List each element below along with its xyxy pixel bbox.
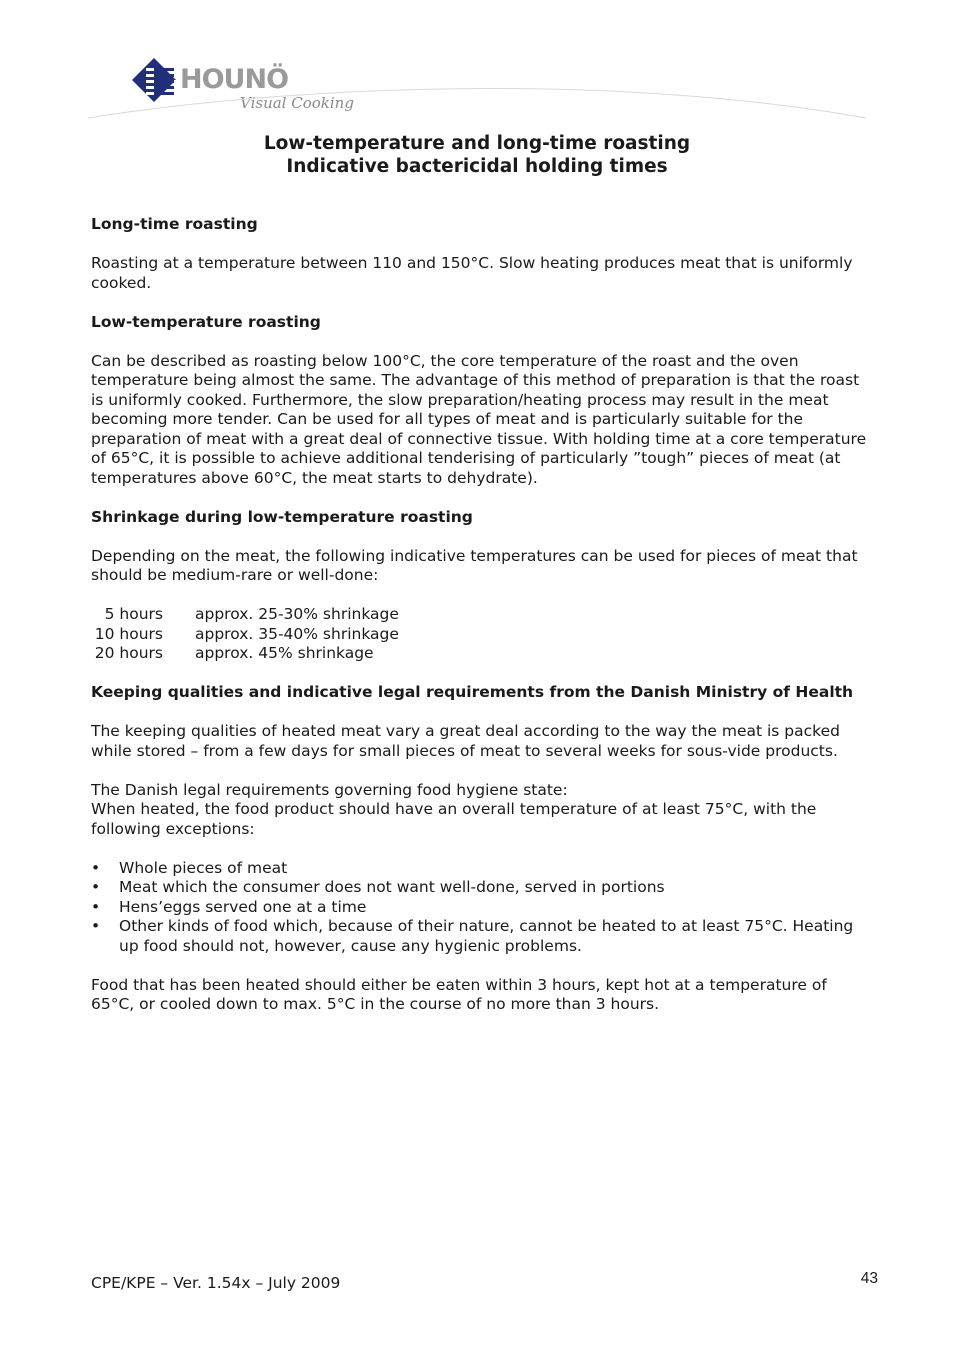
- shrinkage-row: [91, 625, 871, 645]
- shrinkage-row: [91, 605, 871, 625]
- shrinkage-hours: 20 hours: [94, 644, 163, 662]
- header-swoosh: [88, 78, 868, 120]
- paragraph-long-time-roasting: Roasting at a temperature between 110 and 150°C. Slow heating produces meat that is uniformly cooked.: [91, 254, 853, 292]
- logo-wordmark: HOUNÖ: [180, 64, 289, 95]
- page-title: [0, 132, 954, 178]
- shrinkage-hours: 5 hours: [104, 605, 163, 623]
- paragraph-closing: Food that has been heated should either be eaten within 3 hours, kept hot at a temperature of 65°C, or cooled down to max. 5°C in the course of no more than 3 hours.: [91, 975, 827, 1013]
- list-item-text: Other kinds of food which, because of their nature, cannot be heated to at least 75°C. Heating up food should not, however, cause any hygienic problems.: [119, 917, 854, 955]
- exceptions-list: [91, 859, 871, 957]
- paragraph-legal-requirements: [91, 781, 871, 840]
- heading-keeping-qualities: Keeping qualities and indicative legal requirements from the Danish Ministry of Health: [91, 683, 854, 701]
- bullet-icon: •: [91, 858, 101, 877]
- paragraph-keeping-qualities: The keeping qualities of heated meat vary a great deal according to the way the meat is packed while stored – from a few days for small pieces of meat to several weeks for sous-vide products.: [91, 722, 840, 760]
- shrinkage-hours: 10 hours: [94, 624, 163, 643]
- list-item-text: Whole pieces of meat: [119, 858, 288, 877]
- list-item: [91, 898, 871, 918]
- list-item: [91, 917, 871, 956]
- legal-requirements-line-2: When heated, the food product should have an overall temperature of at least 75°C, with the following exceptions:: [91, 800, 817, 838]
- list-item-text: Hens’eggs served one at a time: [119, 897, 367, 916]
- heading-long-time-roasting: Long-time roasting: [91, 215, 258, 233]
- list-item: [91, 859, 871, 879]
- document-body: [91, 215, 871, 1034]
- shrinkage-value: approx. 25-30% shrinkage: [195, 605, 399, 623]
- paragraph-shrinkage: Depending on the meat, the following indicative temperatures can be used for pieces of meat that should be medium-rare or well-done:: [91, 546, 858, 584]
- bullet-icon: •: [91, 917, 101, 935]
- page-number: 43: [860, 1270, 878, 1287]
- list-item: [91, 878, 871, 898]
- footer-version: CPE/KPE – Ver. 1.54x – July 2009: [91, 1274, 341, 1292]
- shrinkage-table: [91, 605, 871, 664]
- title-line-2: Indicative bactericidal holding times: [286, 156, 668, 177]
- shrinkage-row: [91, 644, 871, 664]
- title-line-1: Low-temperature and long-time roasting: [263, 133, 691, 154]
- list-item-text: Meat which the consumer does not want well-done, served in portions: [119, 878, 665, 896]
- shrinkage-value: approx. 45% shrinkage: [195, 644, 374, 662]
- bullet-icon: •: [91, 878, 101, 896]
- heading-low-temperature-roasting: Low-temperature roasting: [91, 312, 321, 331]
- paragraph-low-temperature-roasting: Can be described as roasting below 100°C, the core temperature of the roast and the oven temperature being almost the same. The advantage of this method of preparation is that the roast is uniformly cooked. Furthermore, the slow preparation/heating process may result in the meat becoming more tender. Can be used for all types of meat and is particularly suitable for the preparation of meat with a great deal of connective tissue. With holding time at a core temperature of 65°C, it is possible to achieve additional tenderising of particularly ”tough” pieces of meat (at temperatures above 60°C, the meat starts to dehydrate).: [91, 351, 867, 487]
- bullet-icon: •: [91, 897, 101, 916]
- logo-tagline: Visual Cooking: [240, 94, 354, 112]
- legal-requirements-line-1: The Danish legal requirements governing food hygiene state:: [91, 780, 568, 799]
- shrinkage-value: approx. 35-40% shrinkage: [195, 624, 399, 643]
- heading-shrinkage: Shrinkage during low-temperature roasting: [91, 507, 473, 526]
